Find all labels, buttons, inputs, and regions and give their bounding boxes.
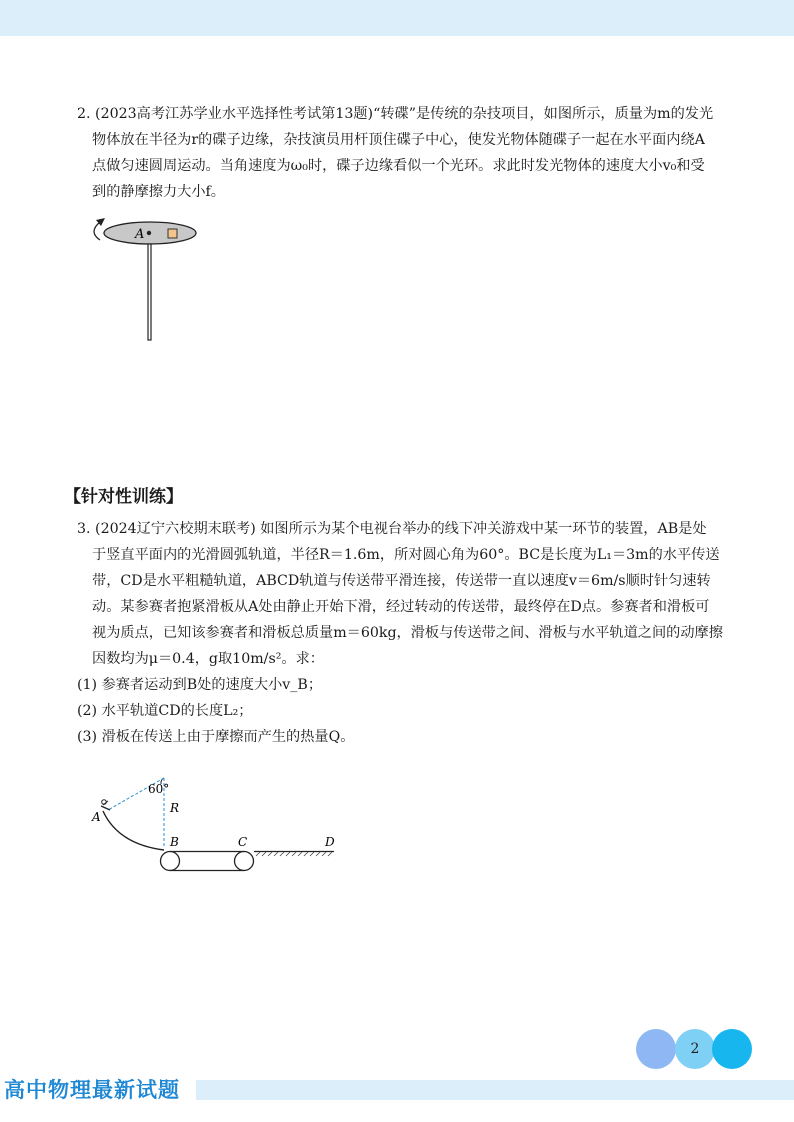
point-c-label: C [238,835,248,849]
footer-band [196,1080,794,1100]
q3-line-6: 因数均为μ＝0.4，g取10m/s²。求： [92,651,324,667]
point-d-label: D [325,835,335,849]
radius-label: R [170,801,180,815]
pole [148,244,151,340]
q3-subquestion-1: (1) 参赛者运动到B处的速度大小v_B； [77,677,323,693]
conveyor-belt [161,852,254,871]
q3-subquestion-3: (3) 滑板在传送上由于摩擦而产生的热量Q。 [77,729,355,745]
center-point-a [147,231,151,235]
point-a-label: A [92,810,101,824]
q2-line-1: 2. (2023高考江苏学业水平选择性考试第13题)“转碟”是传统的杂技项目，如图所示，质量为m的发光 [77,106,714,122]
section-title: 【针对性训练】 [64,487,183,507]
page-number: 2 [690,1041,700,1057]
q3-line-2: 于竖直平面内的光滑圆弧轨道，半径R＝1.6m，所对圆心角为60°。BC是长度为L₁＝3m的水平传送 [92,547,720,563]
question-3 [77,516,727,750]
rotation-arrow [94,222,100,240]
brand-logo-text: 高中物理最新试题 [4,1078,180,1102]
track-figure [88,768,348,880]
q3-line-1: 3. (2024辽宁六校期末联考) 如图所示为某个电视台举办的线下冲关游戏中某一环节的装置，AB是处 [77,521,707,537]
header-band [0,0,794,36]
angle-label: 60° [148,782,170,796]
q3-line-3: 带，CD是水平粗糙轨道，ABCD轨道与传送带平滑连接，传送带一直以速度v＝6m/s顺时针匀速转 [92,573,711,589]
point-b-label: B [170,835,179,849]
skier-icon [101,800,110,810]
page-circle-left [636,1029,676,1069]
q3-line-5: 视为质点，已知该参赛者和滑板总质量m＝60kg，滑板与传送带之间、滑板与水平轨道之间的动摩擦 [92,625,723,641]
q2-line-2: 物体放在半径为r的碟子边缘，杂技演员用杆顶住碟子中心，使发光物体随碟子一起在水平面内绕A [92,132,705,148]
glowing-object [168,229,177,238]
page-circle-right [712,1029,752,1069]
q3-subquestion-2: (2) 水平轨道CD的长度L₂； [77,703,253,719]
arc-track [103,811,164,850]
label-a: A [135,227,145,242]
q2-line-3: 点做匀速圆周运动。当角速度为ω₀时，碟子边缘看似一个光环。求此时发光物体的速度大小v₀和受 [92,158,705,174]
rough-track-cd [254,852,334,857]
question-2 [77,101,727,205]
spinning-plate-figure [86,208,206,348]
q2-line-4: 到的静摩擦力大小f。 [92,184,225,200]
q3-line-4: 动。某参赛者抱紧滑板从A处由静止开始下滑，经过转动的传送带，最终停在D点。参赛者和滑板可 [92,599,710,615]
